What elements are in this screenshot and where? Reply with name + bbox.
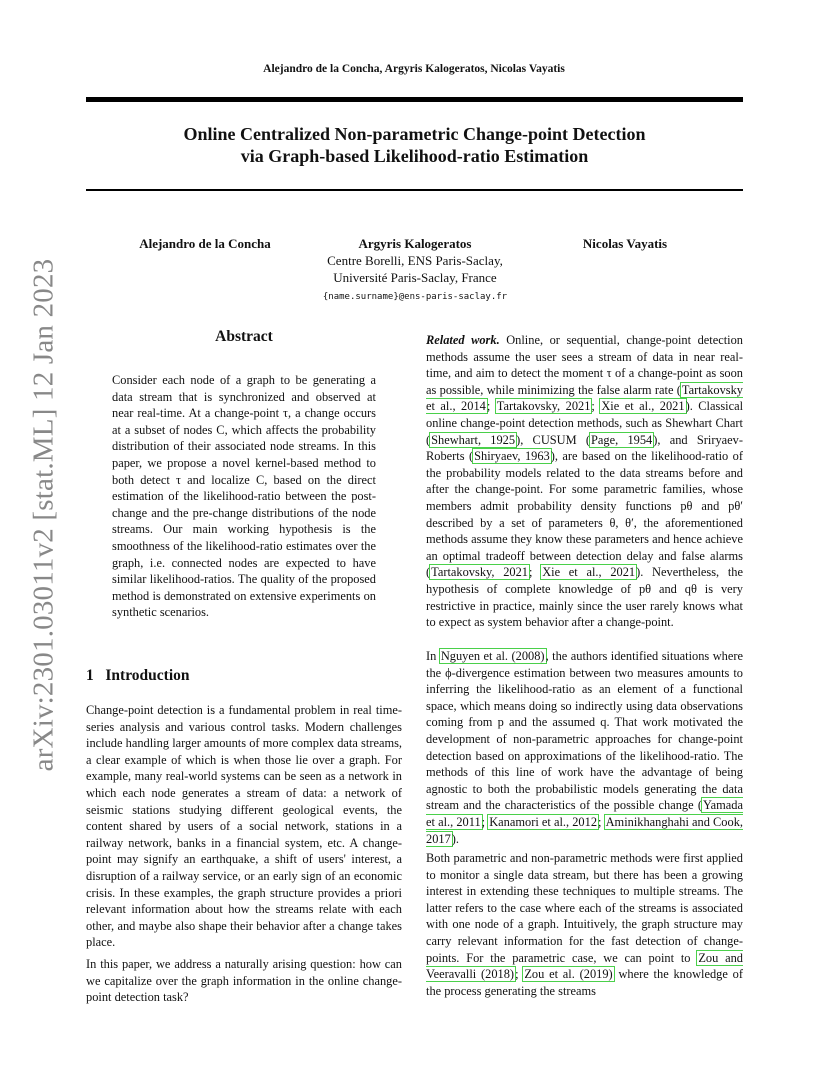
citation-link[interactable]: Xie et al., 2021 xyxy=(542,565,636,580)
citation-link[interactable]: Zou et al. (2019) xyxy=(524,967,613,982)
title-line-1: Online Centralized Non-parametric Change-point Detection xyxy=(183,124,646,144)
citation-link[interactable]: Aminikhanghahi and Cook, 2017 xyxy=(426,814,743,846)
intro-paragraph-2: In this paper, we address a naturally arising question: how can we capitalize over the graph information in the online change-point detection task? xyxy=(86,957,402,1005)
citation-link[interactable]: Shiryaev, 1963 xyxy=(474,449,550,464)
intro-paragraph-1: Change-point detection is a fundamental problem in real time-series analysis and various control tasks. Modern challenges include handling larger amounts of more complex data streams, a clear example of which is when those lie over a graph. For example, many real-world systems can be seen as a network in which each node generates a stream of data: a network of seismic stations studying different geological events, the content shared by users of a social network, stations in a railway network, banks in a financial system, etc. A change-point may signify an earthquake, a shift of users' interest, a disruption of a railway service, or an early sign of an economic crisis. In these examples, the graph structure provides a priori relevant information about how the streams relate with each other, and maybe also shape their behavior after a change takes place. xyxy=(86,703,402,950)
multi-stream-paragraph: Both parametric and non-parametric methods were first applied to monitor a single data stream, but there has been a growing interest in extending these techniques to multiple streams. The latter refers to the case where each of the streams is associated with one node of a graph. Intuitively, the graph structure may carry relevant information for the fast detection of change-points. For the parametric case, we can point to Zou and Veeravalli (2018); Zou et al. (2019) where the knowledge of the process generating the streams xyxy=(426,851,743,998)
citation-link[interactable]: Zou and Veeravalli (2018) xyxy=(426,950,743,982)
citation-link[interactable]: Tartakovsky, 2021 xyxy=(496,399,591,414)
author-2-affiliation-2: Université Paris-Saclay, France xyxy=(333,270,497,285)
title-bottom-rule xyxy=(86,189,743,191)
abstract-heading: Abstract xyxy=(215,328,273,345)
author-2-name: Argyris Kalogeratos xyxy=(358,236,472,251)
section-heading-introduction: 1 Introduction xyxy=(86,667,190,684)
citation-link[interactable]: Shewhart, 1925 xyxy=(431,432,516,447)
author-2 xyxy=(300,235,530,306)
running-header: Alejandro de la Concha, Argyris Kalogeratos, Nicolas Vayatis xyxy=(263,63,565,75)
author-1: Alejandro de la Concha xyxy=(139,236,271,251)
citation-link[interactable]: Tartakovsky, 2021 xyxy=(431,565,529,580)
author-3: Nicolas Vayatis xyxy=(582,236,668,251)
title-top-rule xyxy=(86,97,743,102)
abstract-body: Consider each node of a graph to be generating a data stream that is synchronized and observed at near real-time. At a change-point τ, a change occurs at a subset of nodes C, which affects the probability distribution of their associated node streams. In this paper, we propose a novel kernel-based method to both detect τ and localize C, based on the direct estimation of the likelihood-ratio between the post-change and the pre-change distributions of the node streams. Our main working hypothesis is the smoothness of the likelihood-ratio estimates over the graph, i.e. connected nodes are expected to have similar likelihood-ratios. The quality of the proposed method is demonstrated on extensive experiments on synthetic scenarios. xyxy=(112,373,376,620)
citation-link[interactable]: Page, 1954 xyxy=(591,432,653,447)
citation-link[interactable]: Tartakovsky et al., 2014 xyxy=(426,382,743,414)
citation-link[interactable]: Nguyen et al. (2008) xyxy=(440,649,545,663)
author-email: {name.surname}@ens-paris-saclay.fr xyxy=(322,292,508,302)
citation-link[interactable]: Xie et al., 2021 xyxy=(601,399,685,414)
paper-title xyxy=(86,123,743,167)
title-line-2: via Graph-based Likelihood-ratio Estimation xyxy=(240,146,589,166)
related-work-paragraph: Related work. Online, or sequential, change-point detection methods assume the user sees a stream of data in near real-time, and aim to detect the moment τ of a change-point as soon as possible, while minimizing the false alarm rate (Tartakovsky et al., 2014; Tartakovsky, 2021; Xie et al., 2021). Classical online change-point detection methods, such as Shewhart Chart (Shewhart, 1925), CUSUM (Page, 1954), and Sriryaev-Roberts (Shiryaev, 1963), are based on the likelihood-ratio of the probability models related to the data streams before and after the change-point. For some parametric families, whose members admit probability density functions pθ and pθ′ described by a set of parameters θ, θ′, the aforementioned methods assume they know these parameters and hence achieve an optimal tradeoff between detection delay and false alarms (Tartakovsky, 2021; Xie et al., 2021). Nevertheless, the hypothesis of complete knowledge of pθ and qθ is very restrictive in practice, mainly since the user rarely knows what to expect as system behavior after a change-point. xyxy=(426,333,744,630)
citation-link[interactable]: Yamada et al., 2011 xyxy=(426,798,743,829)
citation-link[interactable]: Kanamori et al., 2012 xyxy=(489,814,598,829)
related-work-label: Related work. xyxy=(426,333,500,347)
arxiv-stamp: arXiv:2301.03011v2 [stat.ML] 12 Jan 2023 xyxy=(27,258,60,772)
author-2-affiliation-1: Centre Borelli, ENS Paris-Saclay, xyxy=(327,253,503,268)
likelihood-ratio-paragraph: In Nguyen et al. (2008), the authors identified situations where the ϕ-divergence estimation between two measures amounts to inferring the likelihood-ratio as an element of a functional space, which means doing so indirectly using data observations coming from p and the assumed q. That work motivated the development of non-parametric approaches for change-point detection based on approximations of the likelihood-ratio. The methods of this line of work have the advantage of being agnostic to both the probabilistic models generating the data stream and the characteristics of the possible change (Yamada et al., 2011; Kanamori et al., 2012; Aminikhanghahi and Cook, 2017). xyxy=(426,649,743,846)
